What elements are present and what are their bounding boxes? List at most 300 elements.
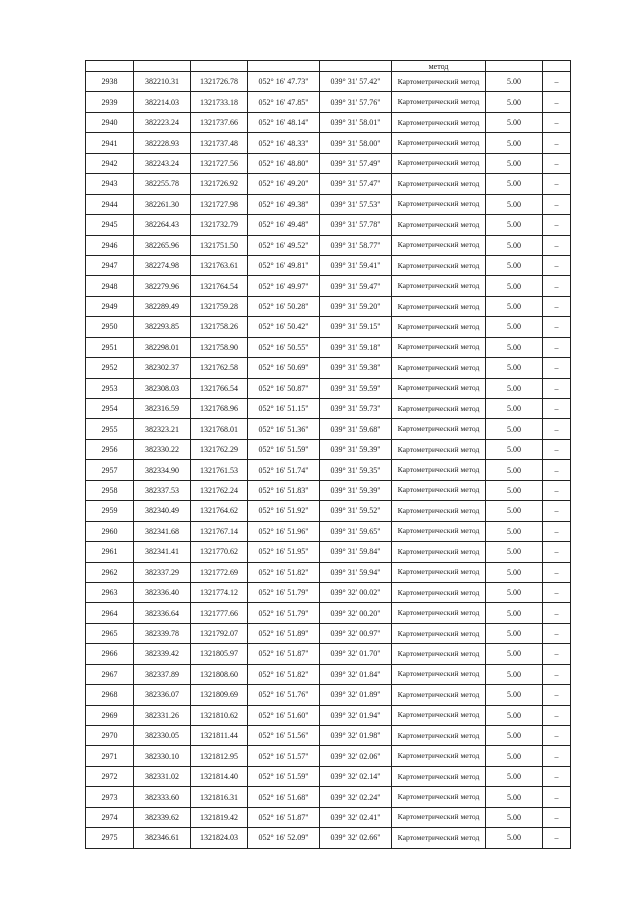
cell-method: Картометрический метод [392, 685, 486, 705]
cell-note: – [543, 480, 571, 500]
cell-x-coordinate: 382228.93 [134, 133, 191, 153]
cell-note: – [543, 664, 571, 684]
cell-y-coordinate: 1321777.66 [191, 603, 248, 623]
cell-accuracy: 5.00 [486, 317, 543, 337]
cell-note: – [543, 419, 571, 439]
table-row [86, 276, 571, 296]
cell-point-number: 2974 [86, 807, 134, 827]
table-row [86, 439, 571, 459]
table-row [86, 112, 571, 132]
cell-accuracy: 5.00 [486, 72, 543, 92]
cell-point-number: 2953 [86, 378, 134, 398]
cell-longitude: 039° 31' 58.00" [320, 133, 392, 153]
cell-x-coordinate: 382255.78 [134, 174, 191, 194]
cell-method: Картометрический метод [392, 623, 486, 643]
table-row [86, 337, 571, 357]
cell-longitude: 039° 31' 57.53" [320, 194, 392, 214]
cell-accuracy: 5.00 [486, 807, 543, 827]
table-row [86, 399, 571, 419]
cell-accuracy: 5.00 [486, 112, 543, 132]
cell-y-coordinate: 1321810.62 [191, 705, 248, 725]
cell-accuracy: 5.00 [486, 399, 543, 419]
cell-empty [86, 61, 134, 72]
cell-x-coordinate: 382316.59 [134, 399, 191, 419]
cell-note: – [543, 296, 571, 316]
cell-note: – [543, 542, 571, 562]
cell-longitude: 039° 31' 57.49" [320, 153, 392, 173]
cell-latitude: 052° 16' 51.83" [248, 480, 320, 500]
cell-y-coordinate: 1321737.48 [191, 133, 248, 153]
cell-y-coordinate: 1321805.97 [191, 644, 248, 664]
cell-method: Картометрический метод [392, 501, 486, 521]
cell-x-coordinate: 382333.60 [134, 787, 191, 807]
cell-x-coordinate: 382336.64 [134, 603, 191, 623]
cell-point-number: 2968 [86, 685, 134, 705]
cell-accuracy: 5.00 [486, 276, 543, 296]
cell-latitude: 052° 16' 51.56" [248, 726, 320, 746]
cell-empty [248, 61, 320, 72]
cell-longitude: 039° 31' 59.38" [320, 358, 392, 378]
cell-method: Картометрический метод [392, 480, 486, 500]
cell-method: Картометрический метод [392, 112, 486, 132]
cell-y-coordinate: 1321758.26 [191, 317, 248, 337]
table-row [86, 705, 571, 725]
cell-point-number: 2952 [86, 358, 134, 378]
cell-x-coordinate: 382331.02 [134, 766, 191, 786]
cell-method: Картометрический метод [392, 726, 486, 746]
cell-y-coordinate: 1321768.01 [191, 419, 248, 439]
cell-method: Картометрический метод [392, 255, 486, 275]
cell-note: – [543, 235, 571, 255]
cell-method: Картометрический метод [392, 439, 486, 459]
cell-point-number: 2942 [86, 153, 134, 173]
cell-point-number: 2964 [86, 603, 134, 623]
table-row [86, 664, 571, 684]
cell-accuracy: 5.00 [486, 685, 543, 705]
cell-y-coordinate: 1321808.60 [191, 664, 248, 684]
cell-x-coordinate: 382298.01 [134, 337, 191, 357]
cell-point-number: 2958 [86, 480, 134, 500]
cell-method-continued: метод [392, 61, 486, 72]
cell-longitude: 039° 32' 01.98" [320, 726, 392, 746]
cell-latitude: 052° 16' 48.80" [248, 153, 320, 173]
cell-accuracy: 5.00 [486, 460, 543, 480]
cell-accuracy: 5.00 [486, 501, 543, 521]
cell-longitude: 039° 31' 57.47" [320, 174, 392, 194]
cell-x-coordinate: 382330.05 [134, 726, 191, 746]
cell-note: – [543, 726, 571, 746]
table-row [86, 766, 571, 786]
cell-point-number: 2954 [86, 399, 134, 419]
cell-accuracy: 5.00 [486, 358, 543, 378]
cell-method: Картометрический метод [392, 603, 486, 623]
cell-point-number: 2957 [86, 460, 134, 480]
table-row [86, 807, 571, 827]
cell-latitude: 052° 16' 51.92" [248, 501, 320, 521]
cell-longitude: 039° 31' 57.76" [320, 92, 392, 112]
cell-x-coordinate: 382323.21 [134, 419, 191, 439]
cell-latitude: 052° 16' 48.14" [248, 112, 320, 132]
cell-y-coordinate: 1321767.14 [191, 521, 248, 541]
cell-x-coordinate: 382265.96 [134, 235, 191, 255]
cell-note: – [543, 153, 571, 173]
cell-y-coordinate: 1321737.66 [191, 112, 248, 132]
cell-point-number: 2965 [86, 623, 134, 643]
cell-latitude: 052° 16' 51.95" [248, 542, 320, 562]
cell-longitude: 039° 31' 57.78" [320, 215, 392, 235]
table-row [86, 603, 571, 623]
cell-y-coordinate: 1321727.56 [191, 153, 248, 173]
cell-note: – [543, 317, 571, 337]
cell-longitude: 039° 32' 02.41" [320, 807, 392, 827]
cell-note: – [543, 174, 571, 194]
cell-point-number: 2956 [86, 439, 134, 459]
cell-point-number: 2960 [86, 521, 134, 541]
cell-note: – [543, 766, 571, 786]
cell-y-coordinate: 1321726.92 [191, 174, 248, 194]
cell-latitude: 052° 16' 51.76" [248, 685, 320, 705]
cell-point-number: 2963 [86, 582, 134, 602]
cell-latitude: 052° 16' 47.73" [248, 72, 320, 92]
cell-x-coordinate: 382331.26 [134, 705, 191, 725]
cell-latitude: 052° 16' 51.74" [248, 460, 320, 480]
cell-method: Картометрический метод [392, 807, 486, 827]
cell-note: – [543, 644, 571, 664]
cell-y-coordinate: 1321762.29 [191, 439, 248, 459]
cell-note: – [543, 705, 571, 725]
cell-x-coordinate: 382289.49 [134, 296, 191, 316]
cell-latitude: 052° 16' 51.15" [248, 399, 320, 419]
cell-longitude: 039° 31' 59.39" [320, 439, 392, 459]
cell-empty [543, 61, 571, 72]
cell-y-coordinate: 1321809.69 [191, 685, 248, 705]
cell-point-number: 2944 [86, 194, 134, 214]
cell-x-coordinate: 382336.07 [134, 685, 191, 705]
cell-empty [486, 61, 543, 72]
cell-method: Картометрический метод [392, 766, 486, 786]
cell-method: Картометрический метод [392, 276, 486, 296]
cell-x-coordinate: 382214.03 [134, 92, 191, 112]
cell-method: Картометрический метод [392, 358, 486, 378]
cell-latitude: 052° 16' 49.48" [248, 215, 320, 235]
cell-accuracy: 5.00 [486, 623, 543, 643]
cell-note: – [543, 215, 571, 235]
cell-y-coordinate: 1321759.28 [191, 296, 248, 316]
cell-method: Картометрический метод [392, 542, 486, 562]
cell-method: Картометрический метод [392, 644, 486, 664]
cell-accuracy: 5.00 [486, 419, 543, 439]
cell-point-number: 2946 [86, 235, 134, 255]
cell-y-coordinate: 1321733.18 [191, 92, 248, 112]
cell-method: Картометрический метод [392, 133, 486, 153]
cell-latitude: 052° 16' 51.59" [248, 439, 320, 459]
cell-method: Картометрический метод [392, 194, 486, 214]
cell-latitude: 052° 16' 51.36" [248, 419, 320, 439]
cell-latitude: 052° 16' 51.87" [248, 807, 320, 827]
cell-longitude: 039° 32' 01.89" [320, 685, 392, 705]
table-row [86, 685, 571, 705]
table-row [86, 235, 571, 255]
cell-note: – [543, 582, 571, 602]
cell-latitude: 052° 16' 50.42" [248, 317, 320, 337]
cell-accuracy: 5.00 [486, 766, 543, 786]
cell-latitude: 052° 16' 51.68" [248, 787, 320, 807]
cell-longitude: 039° 31' 59.94" [320, 562, 392, 582]
cell-note: – [543, 194, 571, 214]
cell-longitude: 039° 32' 02.06" [320, 746, 392, 766]
cell-note: – [543, 787, 571, 807]
cell-accuracy: 5.00 [486, 726, 543, 746]
table-row [86, 746, 571, 766]
cell-accuracy: 5.00 [486, 542, 543, 562]
cell-longitude: 039° 31' 59.52" [320, 501, 392, 521]
cell-longitude: 039° 31' 58.77" [320, 235, 392, 255]
cell-x-coordinate: 382308.03 [134, 378, 191, 398]
cell-x-coordinate: 382243.24 [134, 153, 191, 173]
cell-accuracy: 5.00 [486, 296, 543, 316]
cell-note: – [543, 521, 571, 541]
cell-accuracy: 5.00 [486, 194, 543, 214]
cell-longitude: 039° 31' 59.84" [320, 542, 392, 562]
cell-y-coordinate: 1321762.24 [191, 480, 248, 500]
cell-x-coordinate: 382340.49 [134, 501, 191, 521]
cell-longitude: 039° 31' 59.20" [320, 296, 392, 316]
cell-y-coordinate: 1321761.53 [191, 460, 248, 480]
table-row [86, 460, 571, 480]
table-row [86, 194, 571, 214]
cell-x-coordinate: 382330.22 [134, 439, 191, 459]
cell-longitude: 039° 31' 59.15" [320, 317, 392, 337]
cell-accuracy: 5.00 [486, 235, 543, 255]
cell-note: – [543, 92, 571, 112]
table-row [86, 133, 571, 153]
cell-latitude: 052° 16' 51.89" [248, 623, 320, 643]
cell-longitude: 039° 32' 01.84" [320, 664, 392, 684]
cell-y-coordinate: 1321732.79 [191, 215, 248, 235]
cell-point-number: 2948 [86, 276, 134, 296]
cell-x-coordinate: 382261.30 [134, 194, 191, 214]
cell-longitude: 039° 32' 02.24" [320, 787, 392, 807]
cell-point-number: 2943 [86, 174, 134, 194]
cell-latitude: 052° 16' 51.96" [248, 521, 320, 541]
cell-note: – [543, 807, 571, 827]
cell-latitude: 052° 16' 52.09" [248, 828, 320, 848]
cell-longitude: 039° 32' 00.20" [320, 603, 392, 623]
cell-x-coordinate: 382346.61 [134, 828, 191, 848]
cell-note: – [543, 460, 571, 480]
cell-note: – [543, 562, 571, 582]
table-row [86, 644, 571, 664]
cell-longitude: 039° 32' 02.66" [320, 828, 392, 848]
cell-x-coordinate: 382210.31 [134, 72, 191, 92]
cell-point-number: 2951 [86, 337, 134, 357]
cell-y-coordinate: 1321762.58 [191, 358, 248, 378]
cell-method: Картометрический метод [392, 399, 486, 419]
cell-accuracy: 5.00 [486, 255, 543, 275]
cell-longitude: 039° 31' 59.68" [320, 419, 392, 439]
cell-accuracy: 5.00 [486, 92, 543, 112]
cell-latitude: 052° 16' 51.79" [248, 603, 320, 623]
cell-accuracy: 5.00 [486, 439, 543, 459]
cell-method: Картометрический метод [392, 787, 486, 807]
cell-y-coordinate: 1321772.69 [191, 562, 248, 582]
cell-note: – [543, 133, 571, 153]
cell-point-number: 2962 [86, 562, 134, 582]
cell-y-coordinate: 1321766.54 [191, 378, 248, 398]
cell-method: Картометрический метод [392, 828, 486, 848]
cell-point-number: 2945 [86, 215, 134, 235]
cell-method: Картометрический метод [392, 378, 486, 398]
cell-latitude: 052° 16' 47.85" [248, 92, 320, 112]
cell-x-coordinate: 382339.62 [134, 807, 191, 827]
cell-y-coordinate: 1321824.03 [191, 828, 248, 848]
cell-accuracy: 5.00 [486, 521, 543, 541]
cell-longitude: 039° 32' 00.02" [320, 582, 392, 602]
cell-x-coordinate: 382293.85 [134, 317, 191, 337]
cell-note: – [543, 685, 571, 705]
cell-method: Картометрический метод [392, 235, 486, 255]
cell-empty [191, 61, 248, 72]
cell-latitude: 052° 16' 48.33" [248, 133, 320, 153]
cell-x-coordinate: 382337.89 [134, 664, 191, 684]
table-row-continued [86, 61, 571, 72]
cell-y-coordinate: 1321770.62 [191, 542, 248, 562]
cell-y-coordinate: 1321751.50 [191, 235, 248, 255]
cell-accuracy: 5.00 [486, 828, 543, 848]
cell-latitude: 052° 16' 50.69" [248, 358, 320, 378]
table-row [86, 72, 571, 92]
cell-x-coordinate: 382341.68 [134, 521, 191, 541]
cell-x-coordinate: 382339.78 [134, 623, 191, 643]
table-row [86, 174, 571, 194]
cell-latitude: 052° 16' 51.57" [248, 746, 320, 766]
cell-longitude: 039° 31' 59.59" [320, 378, 392, 398]
table-body [86, 61, 571, 849]
cell-y-coordinate: 1321774.12 [191, 582, 248, 602]
cell-latitude: 052° 16' 49.97" [248, 276, 320, 296]
cell-accuracy: 5.00 [486, 746, 543, 766]
cell-y-coordinate: 1321812.95 [191, 746, 248, 766]
cell-longitude: 039° 31' 59.39" [320, 480, 392, 500]
cell-latitude: 052° 16' 50.87" [248, 378, 320, 398]
cell-accuracy: 5.00 [486, 337, 543, 357]
table-row [86, 358, 571, 378]
cell-accuracy: 5.00 [486, 644, 543, 664]
cell-empty [134, 61, 191, 72]
cell-point-number: 2975 [86, 828, 134, 848]
cell-point-number: 2966 [86, 644, 134, 664]
cell-method: Картометрический метод [392, 705, 486, 725]
cell-note: – [543, 399, 571, 419]
table-row [86, 378, 571, 398]
cell-note: – [543, 828, 571, 848]
cell-x-coordinate: 382337.53 [134, 480, 191, 500]
table-row [86, 153, 571, 173]
cell-x-coordinate: 382339.42 [134, 644, 191, 664]
cell-latitude: 052° 16' 49.81" [248, 255, 320, 275]
cell-y-coordinate: 1321814.40 [191, 766, 248, 786]
cell-point-number: 2973 [86, 787, 134, 807]
cell-accuracy: 5.00 [486, 705, 543, 725]
cell-y-coordinate: 1321816.31 [191, 787, 248, 807]
cell-point-number: 2961 [86, 542, 134, 562]
cell-longitude: 039° 31' 58.01" [320, 112, 392, 132]
cell-note: – [543, 623, 571, 643]
cell-empty [320, 61, 392, 72]
cell-point-number: 2940 [86, 112, 134, 132]
table-row [86, 317, 571, 337]
cell-note: – [543, 439, 571, 459]
cell-accuracy: 5.00 [486, 133, 543, 153]
cell-y-coordinate: 1321763.61 [191, 255, 248, 275]
cell-y-coordinate: 1321768.96 [191, 399, 248, 419]
cell-note: – [543, 112, 571, 132]
cell-accuracy: 5.00 [486, 480, 543, 500]
cell-note: – [543, 276, 571, 296]
cell-accuracy: 5.00 [486, 378, 543, 398]
cell-method: Картометрический метод [392, 582, 486, 602]
table-row [86, 787, 571, 807]
cell-point-number: 2972 [86, 766, 134, 786]
cell-point-number: 2949 [86, 296, 134, 316]
cell-x-coordinate: 382341.41 [134, 542, 191, 562]
cell-x-coordinate: 382336.40 [134, 582, 191, 602]
cell-x-coordinate: 382330.10 [134, 746, 191, 766]
cell-x-coordinate: 382334.90 [134, 460, 191, 480]
cell-method: Картометрический метод [392, 174, 486, 194]
cell-point-number: 2939 [86, 92, 134, 112]
cell-method: Картометрический метод [392, 317, 486, 337]
cell-longitude: 039° 31' 59.41" [320, 255, 392, 275]
table-row [86, 501, 571, 521]
table-row [86, 215, 571, 235]
cell-latitude: 052° 16' 51.82" [248, 664, 320, 684]
cell-accuracy: 5.00 [486, 582, 543, 602]
cell-accuracy: 5.00 [486, 215, 543, 235]
cell-method: Картометрический метод [392, 460, 486, 480]
cell-accuracy: 5.00 [486, 153, 543, 173]
cell-latitude: 052° 16' 49.52" [248, 235, 320, 255]
cell-longitude: 039° 32' 00.97" [320, 623, 392, 643]
cell-x-coordinate: 382264.43 [134, 215, 191, 235]
cell-method: Картометрический метод [392, 72, 486, 92]
table-row [86, 562, 571, 582]
cell-note: – [543, 337, 571, 357]
cell-y-coordinate: 1321758.90 [191, 337, 248, 357]
cell-y-coordinate: 1321792.07 [191, 623, 248, 643]
cell-longitude: 039° 31' 59.35" [320, 460, 392, 480]
cell-note: – [543, 378, 571, 398]
cell-method: Картометрический метод [392, 296, 486, 316]
cell-point-number: 2967 [86, 664, 134, 684]
table-row [86, 582, 571, 602]
cell-note: – [543, 746, 571, 766]
cell-accuracy: 5.00 [486, 787, 543, 807]
cell-method: Картометрический метод [392, 419, 486, 439]
cell-y-coordinate: 1321811.44 [191, 726, 248, 746]
cell-latitude: 052° 16' 51.60" [248, 705, 320, 725]
table-row [86, 296, 571, 316]
cell-y-coordinate: 1321819.42 [191, 807, 248, 827]
table-row [86, 726, 571, 746]
cell-latitude: 052° 16' 50.55" [248, 337, 320, 357]
table-row [86, 542, 571, 562]
cell-y-coordinate: 1321727.98 [191, 194, 248, 214]
cell-accuracy: 5.00 [486, 174, 543, 194]
cell-longitude: 039° 31' 59.18" [320, 337, 392, 357]
table-row [86, 92, 571, 112]
cell-point-number: 2947 [86, 255, 134, 275]
